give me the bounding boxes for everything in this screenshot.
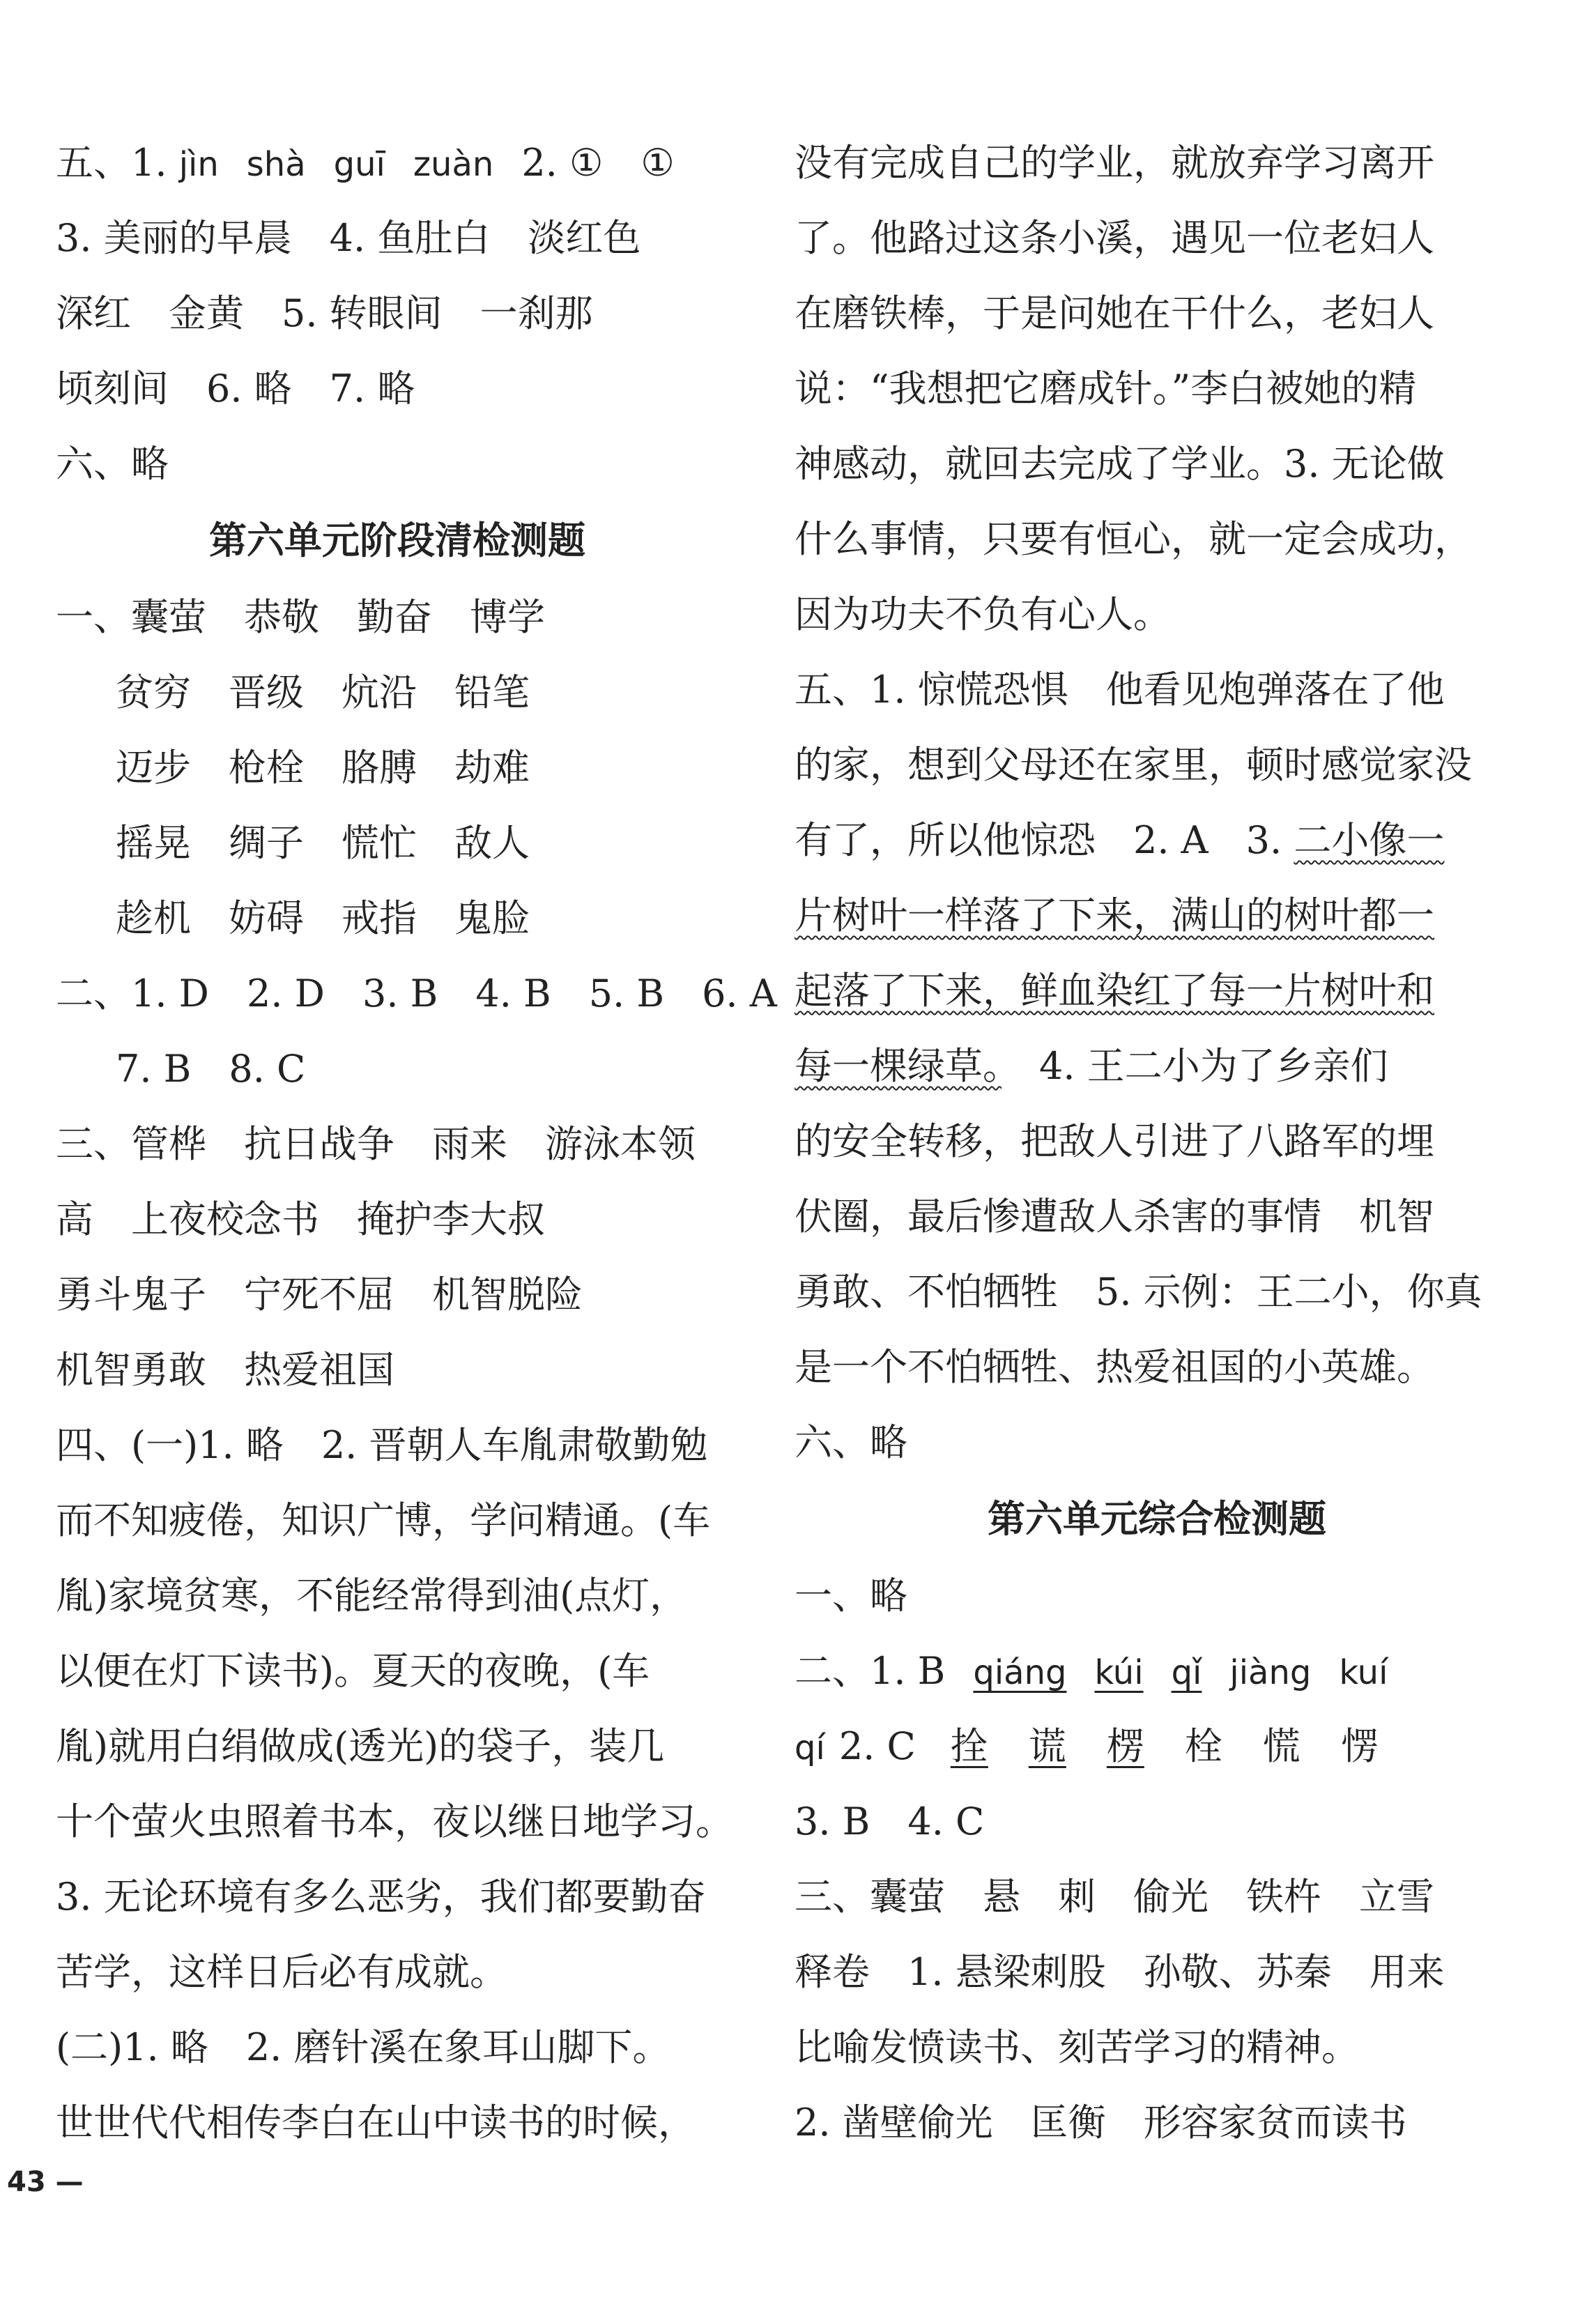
pinyin: shà <box>246 145 306 184</box>
wavy-underlined-text: 二小像一 <box>1294 818 1445 862</box>
answer-line: 五、1. 惊慌恐惧 他看见炮弹落在了他 <box>795 668 1445 712</box>
answer-line: 是一个不怕牺牲、热爱祖国的小英雄。 <box>795 1345 1434 1389</box>
answer-line: 高 上夜校念书 掩护李大叔 <box>56 1197 545 1241</box>
answer-line: 3. 美丽的早晨 4. 鱼肚白 淡红色 <box>56 216 641 260</box>
answer-line: 在磨铁棒，于是问她在干什么，老妇人 <box>795 291 1434 335</box>
answer-line: 的家，想到父母还在家里，顿时感觉家没 <box>795 743 1472 787</box>
answer-line: 苦学，这样日后必有成就。 <box>56 1950 507 1994</box>
answer-line: 勇敢、不怕牺牲 5. 示例：王二小，你真 <box>795 1270 1482 1314</box>
answer-line: 顷刻间 6. 略 7. 略 <box>56 367 415 410</box>
answer-line: 贫穷 晋级 炕沿 铅笔 <box>116 670 530 714</box>
answer-line: (二)1. 略 2. 磨针溪在象耳山脚下。 <box>56 2025 670 2069</box>
page-number: 43 — <box>7 2166 84 2198</box>
answer-line: 摇晃 绸子 慌忙 敌人 <box>116 821 530 865</box>
answer-line: 深红 金黄 5. 转眼间 一刹那 <box>56 291 593 335</box>
answer-line: 机智勇敢 热爱祖国 <box>56 1348 394 1392</box>
pinyin: kúi <box>1094 1653 1144 1692</box>
pinyin: qǐ <box>1171 1653 1202 1692</box>
answer-line: qí 2. C 拴 谎 楞 栓 慌 愣 <box>795 1721 1379 1772</box>
answer-line: 了。他路过这条小溪，遇见一位老妇人 <box>795 216 1434 260</box>
pinyin: qí <box>795 1728 825 1767</box>
answer-line: 而不知疲倦，知识广博，学问精通。(车 <box>56 1498 711 1542</box>
answer-line: 迈步 枪栓 胳膊 劫难 <box>116 746 530 790</box>
answer-line <box>795 891 1434 941</box>
char: 愣 <box>1340 1724 1379 1768</box>
pinyin: guī <box>333 145 385 184</box>
answer-line: 2. 凿壁偷光 匡衡 形容家贫而读书 <box>795 2101 1407 2144</box>
answer-line: 3. 无论环境有多么恶劣，我们都要勤奋 <box>56 1875 706 1919</box>
answer-line: 因为功夫不负有心人。 <box>795 592 1171 636</box>
answer-line: 一、略 <box>795 1574 907 1618</box>
answer-line: 勇斗鬼子 宁死不屈 机智脱险 <box>56 1273 583 1317</box>
answer-line: 什么事情，只要有恒心，就一定会成功， <box>795 517 1472 561</box>
pinyin: qiáng <box>973 1653 1067 1692</box>
answer-line: 二、1. B qiáng kúi qǐ jiàng kuí <box>795 1646 1388 1696</box>
answer-line: 有了，所以他惊恐 2. A 3. 二小像一 <box>795 818 1445 862</box>
answer-line: 四、(一)1. 略 2. 晋朝人车胤肃敬勤勉 <box>56 1423 708 1467</box>
section-title: 第六单元阶段清检测题 <box>209 519 585 562</box>
char: 栓 <box>1184 1724 1222 1768</box>
answer-line: 7. B 8. C <box>116 1047 306 1091</box>
answer-line: 以便在灯下读书)。夏天的夜晚，(车 <box>56 1649 650 1693</box>
wavy-underlined-text: 起落了下来，鲜血染红了每一片树叶和 <box>795 969 1434 1013</box>
answer-line: 十个萤火虫照着书本，夜以继日地学习。 <box>56 1800 733 1843</box>
underlined-char: 楞 <box>1106 1724 1144 1768</box>
answer-line: 3. B 4. C <box>795 1800 985 1843</box>
answer-line: 说：“我想把它磨成针。”李白被她的精 <box>795 367 1417 410</box>
answer-line: 六、略 <box>795 1420 907 1464</box>
answer-line: 的安全转移，把敌人引进了八路军的埋 <box>795 1119 1434 1163</box>
pinyin: kuí <box>1339 1653 1388 1692</box>
wavy-underlined-text: 每一棵绿草。 <box>795 1044 1002 1088</box>
answer-line: 趁机 妨碍 戒指 鬼脸 <box>116 896 530 940</box>
section-title: 第六单元综合检测题 <box>988 1497 1326 1541</box>
answer-line: 一、囊萤 恭敬 勤奋 博学 <box>56 595 545 639</box>
answer-line: 二、1. D 2. D 3. B 4. B 5. B 6. A <box>56 972 777 1015</box>
char: 慌 <box>1262 1724 1300 1768</box>
answer-line: 每一棵绿草。 4. 王二小为了乡亲们 <box>795 1044 1388 1088</box>
underlined-char: 谎 <box>1028 1724 1066 1768</box>
pinyin: jiàng <box>1229 1653 1312 1692</box>
answer-line <box>795 966 1434 1016</box>
answer-line: 神感动，就回去完成了学业。3. 无论做 <box>795 442 1445 486</box>
answer-line: 五、1. jìn shà guī zuàn 2. ① ① <box>56 138 675 188</box>
answer-line: 没有完成自己的学业，就放弃学习离开 <box>795 141 1434 185</box>
answer-line: 伏圈，最后惨遭敌人杀害的事情 机智 <box>795 1195 1434 1238</box>
answer-line: 比喻发愤读书、刻苦学习的精神。 <box>795 2025 1359 2069</box>
answer-line: 世世代代相传李白在山中读书的时候， <box>56 2101 696 2144</box>
pinyin: zuàn <box>413 145 494 184</box>
answer-line: 三、管桦 抗日战争 雨来 游泳本领 <box>56 1122 696 1166</box>
underlined-char: 拴 <box>950 1724 988 1768</box>
answer-line: 六、略 <box>56 442 169 486</box>
answer-line: 胤)家境贫寒，不能经常得到油(点灯， <box>56 1574 688 1618</box>
wavy-underlined-text: 片树叶一样落了下来，满山的树叶都一 <box>795 893 1434 937</box>
answer-line: 释卷 1. 悬梁刺股 孙敬、苏秦 用来 <box>795 1950 1445 1994</box>
answer-line: 三、囊萤 悬 刺 偷光 铁杵 立雪 <box>795 1875 1434 1919</box>
answer-line: 胤)就用白绢做成(透光)的袋子，装几 <box>56 1724 665 1768</box>
pinyin: jìn <box>178 145 219 184</box>
